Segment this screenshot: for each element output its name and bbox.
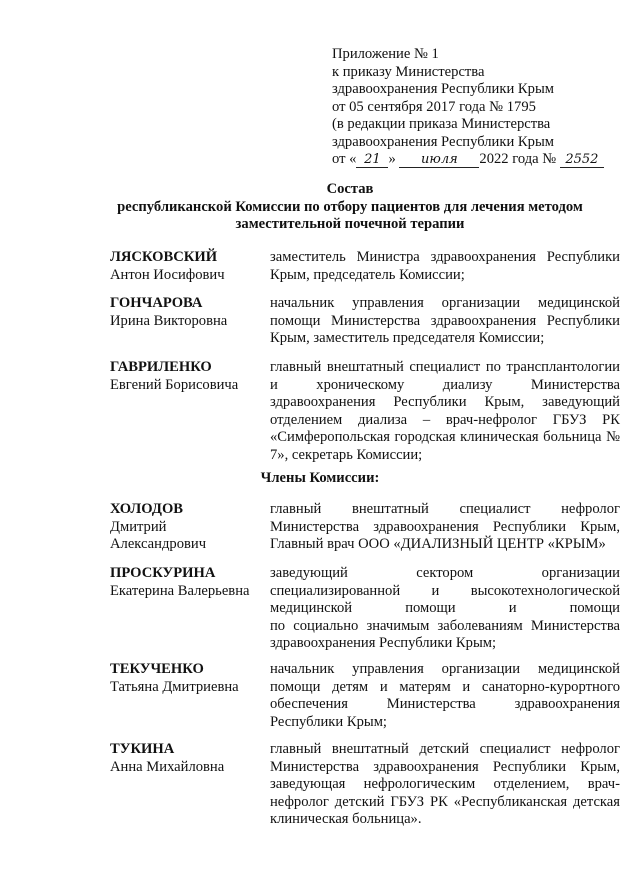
person-role xyxy=(270,565,620,653)
surname: ПРОСКУРИНА xyxy=(110,565,216,581)
role-line: заведующий сектором организации xyxy=(270,565,620,581)
appendix-line: здравоохранения Республики Крым xyxy=(332,81,554,97)
surname: ТУКИНА xyxy=(110,741,175,757)
appendix-line: (в редакции приказа Министерства xyxy=(332,116,551,132)
role-line: по социально значимым заболеваниям Министерства xyxy=(270,617,620,634)
handwritten-month: июля xyxy=(399,153,479,168)
given-name: Александрович xyxy=(110,536,207,552)
role-line: отделением диализа – врач-нефролог ГБУЗ РК xyxy=(270,411,620,428)
given-name: Антон Иосифович xyxy=(110,266,225,283)
handwritten-day: 21 xyxy=(356,153,388,168)
person-role xyxy=(270,741,620,829)
appendix-line: к приказу Министерства xyxy=(332,63,485,80)
person-name xyxy=(110,565,270,600)
role-line: Главный врач ООО «ДИАЛИЗНЫЙ ЦЕНТР «КРЫМ» xyxy=(270,536,606,552)
appendix-header xyxy=(332,46,622,169)
person-role xyxy=(270,295,620,348)
person-name xyxy=(110,295,270,330)
role-line: помощи Министерства здравоохранения Республики xyxy=(270,312,620,329)
person-name xyxy=(110,661,270,696)
date-mid: » xyxy=(388,151,396,167)
role-line: заведующая нефрологическим отделением, врач- xyxy=(270,776,620,792)
role-line: главный внештатный детский специалист нефролог xyxy=(270,741,620,757)
given-name: Дмитрий xyxy=(110,518,167,535)
role-line: медицинской помощи и помощи xyxy=(270,600,620,616)
role-line: главный внештатный специалист нефролог xyxy=(270,501,620,517)
role-line: Крым, заместитель председателя Комиссии; xyxy=(270,330,545,346)
given-name: Евгений Борисовича xyxy=(110,376,239,393)
role-line: 7», секретарь Комиссии; xyxy=(270,446,423,463)
role-line: специализированной и высокотехнологической xyxy=(270,582,620,599)
role-line: помощи детям и матерям и санаторно-курортного xyxy=(270,678,620,695)
role-line: Республики Крым; xyxy=(270,713,387,730)
surname: ЛЯСКОВСКИЙ xyxy=(110,249,218,265)
person-name xyxy=(110,501,270,554)
role-line: начальник управления организации медицинской xyxy=(270,661,620,677)
given-name: Ирина Викторовна xyxy=(110,312,228,329)
surname: ГАВРИЛЕНКО xyxy=(110,359,212,375)
role-line: нефролог детский ГБУЗ РК «Республиканская детская xyxy=(270,793,620,810)
person-name xyxy=(110,249,270,284)
appendix-date-line xyxy=(332,151,622,169)
given-name: Екатерина Валерьевна xyxy=(110,582,250,599)
role-line: Крым, председатель Комиссии; xyxy=(270,266,465,283)
role-line: и хроническому диализу Министерства xyxy=(270,376,620,393)
person-name xyxy=(110,741,270,776)
role-line: главный внештатный специалист по трансплантологии xyxy=(270,359,620,375)
title-line: республиканской Комиссии по отбору пациентов для лечения методом xyxy=(117,198,583,215)
appendix-line: Приложение № 1 xyxy=(332,46,439,62)
handwritten-order-number: 2552 xyxy=(560,153,604,168)
surname: ХОЛОДОВ xyxy=(110,501,184,517)
members-heading: Члены Комиссии: xyxy=(260,470,380,486)
given-name: Татьяна Дмитриевна xyxy=(110,678,239,695)
date-prefix: от « xyxy=(332,151,357,167)
role-line: Министерства здравоохранения Республики Крым, xyxy=(270,758,620,775)
appendix-line: от 05 сентября 2017 года № 1795 xyxy=(332,98,536,115)
surname: ТЕКУЧЕНКО xyxy=(110,661,204,677)
person-role xyxy=(270,661,620,731)
date-year: 2022 года № xyxy=(479,151,557,167)
role-line: здравоохранения Республики Крым, заведующий xyxy=(270,394,620,410)
role-line: обеспечения Министерства здравоохранения xyxy=(270,696,620,712)
role-line: здравоохранения Республики Крым; xyxy=(270,635,497,651)
title-line: заместительной почечной терапии xyxy=(235,216,465,232)
role-line: заместитель Министра здравоохранения Республики xyxy=(270,249,620,265)
person-name xyxy=(110,359,270,394)
role-line: «Симферопольская городская клиническая больница № xyxy=(270,429,620,445)
person-role xyxy=(270,249,620,284)
surname: ГОНЧАРОВА xyxy=(110,295,203,311)
document-title xyxy=(60,181,640,234)
role-line: Министерства здравоохранения Республики Крым, xyxy=(270,518,620,535)
title-heading: Состав xyxy=(326,181,374,197)
role-line: начальник управления организации медицинской xyxy=(270,295,620,311)
given-name: Анна Михайловна xyxy=(110,758,225,775)
appendix-line: здравоохранения Республики Крым xyxy=(332,133,554,150)
role-line: клиническая больница». xyxy=(270,811,422,827)
person-role xyxy=(270,501,620,554)
person-role xyxy=(270,359,620,464)
